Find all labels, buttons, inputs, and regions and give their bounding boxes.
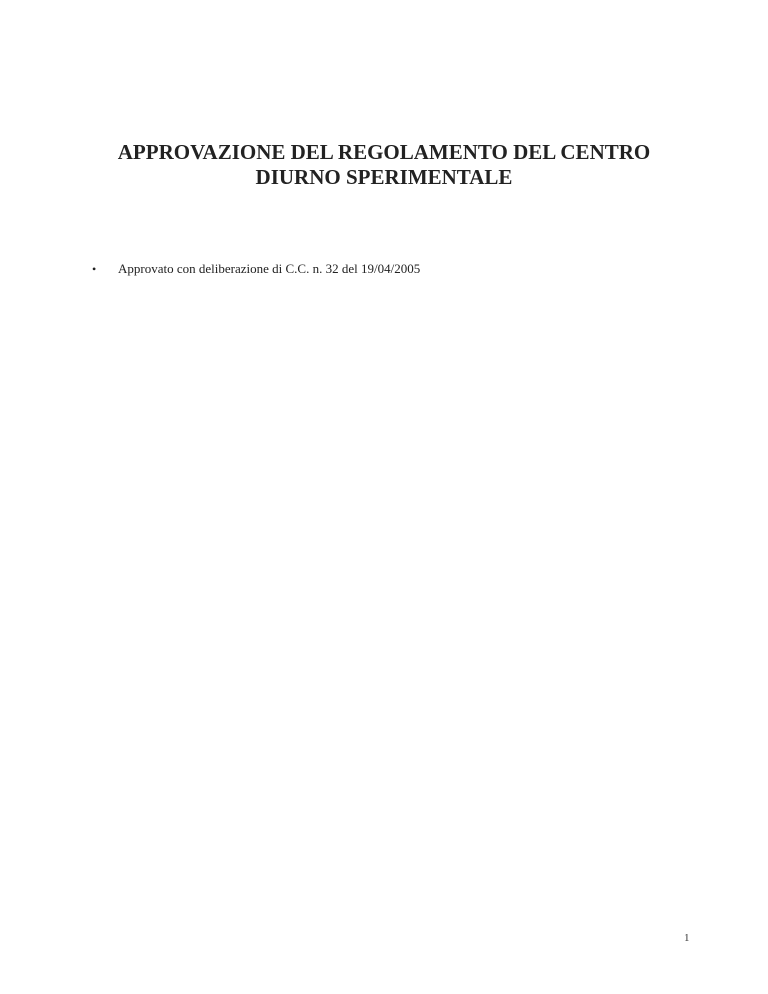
approval-note: Approvato con deliberazione di C.C. n. 32 del 19/04/2005 [118,261,421,276]
title-line-1: APPROVAZIONE DEL REGOLAMENTO DEL CENTRO [117,140,651,164]
title-line-2: DIURNO SPERIMENTALE [255,165,513,189]
page-number: 1 [684,932,690,944]
bullet-icon: • [92,262,97,276]
document-title [60,140,708,190]
bullet-list [92,260,420,278]
list-item [92,260,420,278]
